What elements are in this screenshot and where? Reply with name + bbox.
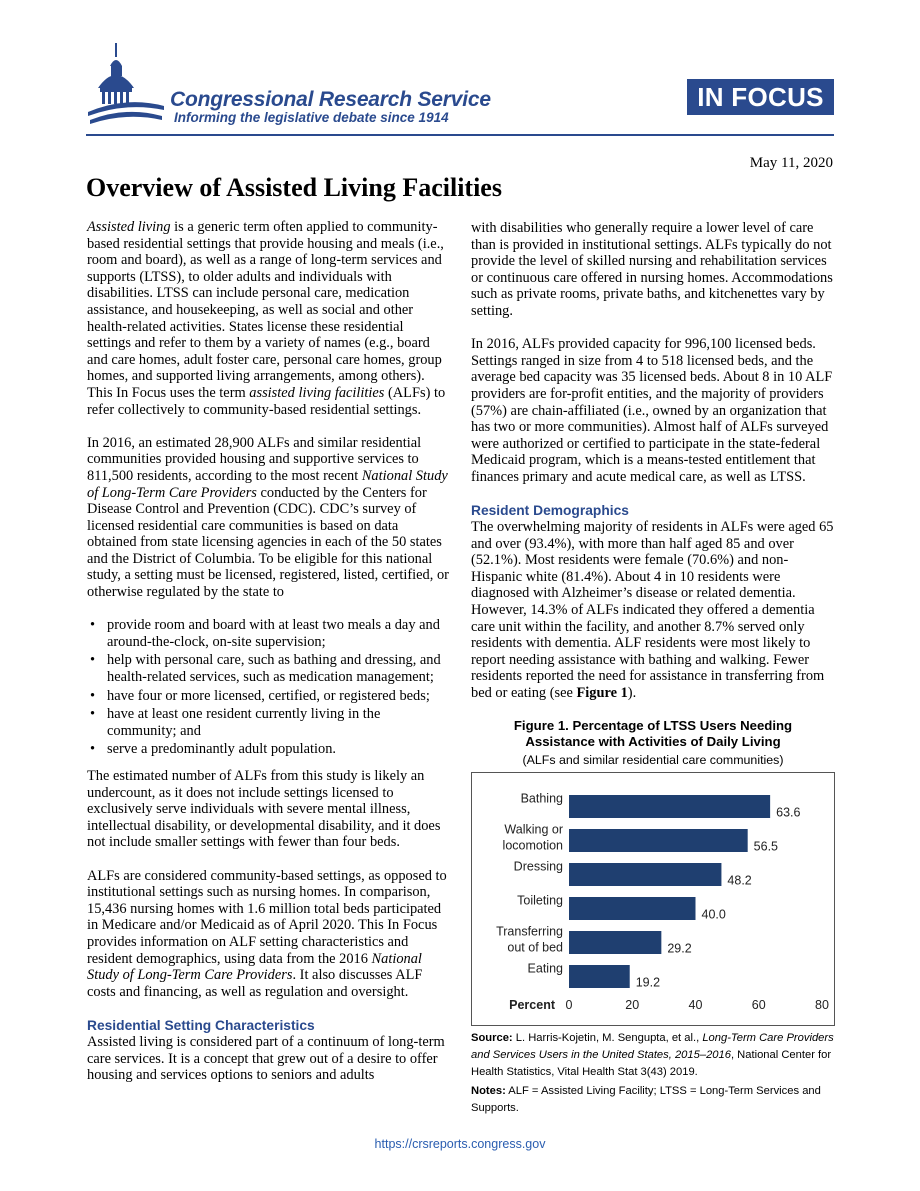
- figure-subtitle: (ALFs and similar residential care communities): [522, 753, 784, 768]
- report-date: May 11, 2020: [749, 155, 833, 171]
- figure-source: Source: L. Harris-Kojetin, M. Sengupta, et al., Long-Term Care Providers and Services Users in the United States, 2015–2016, National Center for Health Statistics, Vital Health Stat 3(43) 2019.: [471, 1032, 834, 1079]
- right-column: [471, 220, 835, 1119]
- figure-title: Figure 1. Percentage of LTSS Users Needing Assistance with Activities of Daily Living: [513, 718, 793, 750]
- list-item: • serve a predominantly adult population.: [87, 741, 451, 758]
- category-label: Bathing: [520, 791, 563, 806]
- intro-paragraph: Assisted living is a generic term often applied to community-based residential settings that provide housing and meals (i.e., room and board), as well as a range of long-term services and supports (LTSS), to older adults and individuals with disabilities. LTSS can include personal care, medication assistance, and housekeeping, as well as social and other health-related activities. States license these residential settings and refer to them by a variety of names (e.g., board and care homes, adult foster care, personal care homes, group homes, and supported living arrangements, among others). This In Focus uses the term assisted living facilities (ALFs) to refer collectively to community-based residential settings.: [87, 219, 446, 418]
- chart-bar: [569, 965, 630, 988]
- continuum-paragraph-cont: with disabilities who generally require a lower level of care than is provided in institutional settings. ALFs typically do not provide the level of skilled nursing and rehabilitation services or continuous care offered in nursing homes. Accommodations such as private rooms, private baths, and kitchenettes vary by setting.: [471, 220, 833, 319]
- figure-notes: [471, 1030, 835, 1117]
- survey-paragraph: In 2016, an estimated 28,900 ALFs and similar residential communities provided housing and supportive services to 811,500 residents, according to the most recent National Study of Long-Term Care Providers conducted by the Centers for Disease Control and Prevention (CDC). CDC’s survey of licensed residential care communities is based on data obtained from state licensing agencies in each of the 50 states and the District of Columbia. To be eligible for this national study, a setting must be licensed, registered, listed, certified, or otherwise regulated by the state to: [87, 434, 449, 601]
- org-name: Congressional Research Service: [170, 88, 491, 111]
- in-focus-badge: IN FOCUS: [687, 79, 834, 115]
- bar-value-label: 29.2: [667, 941, 692, 956]
- comparison-paragraph: ALFs are considered community-based settings, as opposed to institutional settings such as nursing homes. In comparison, 15,436 nursing homes with 1.6 million total beds participated in Medicare and/or Medicaid as of April 2020. This In Focus provides information on ALF setting characteristics and resident demographics, using data from the 2016 National Study of Long-Term Care Providers. It also discusses ALF costs and financing, as well as regulation and oversight.: [87, 867, 447, 1000]
- footer-url: https://crsreports.congress.gov: [374, 1137, 546, 1151]
- x-tick-label: 20: [625, 998, 640, 1013]
- demographics-paragraph: The overwhelming majority of residents in ALFs were aged 65 and over (93.4%), with more than half aged 85 and over (52.1%). Most residents were female (70.6%) and non-Hispanic white (81.4%). About 4 in 10 residents were diagnosed with Alzheimer’s disease or related dementia. However, 14.3% of ALFs indicated they offered a dementia care unit within the facility, and another 8.7% served only residents with dementia. ALF residents were most likely to report needing assistance with bathing and walking. Fewer residents reported the need for assistance in transferring from bed or eating (see Figure 1).: [471, 519, 834, 702]
- x-tick-label: 40: [688, 998, 703, 1013]
- category-label: Walking or: [504, 822, 563, 837]
- x-tick-label: 80: [815, 998, 829, 1013]
- x-axis-label: Percent: [509, 998, 555, 1013]
- chart-bar: [569, 829, 748, 852]
- undercount-paragraph: The estimated number of ALFs from this study is likely an undercount, as it does not include settings licensed to exclusively serve individuals with severe mental illness, intellectual disability, or developmental disability, and it does not include smaller settings with fewer than four beds.: [87, 768, 441, 851]
- list-item: • help with personal care, such as bathing and dressing, and health-related services, such as medication management;: [87, 652, 451, 685]
- org-tagline: Informing the legislative debate since 1914: [174, 110, 449, 125]
- section-heading-residential: Residential Setting Characteristics: [87, 1017, 315, 1033]
- x-tick-label: 60: [751, 998, 766, 1013]
- category-label: out of bed: [507, 940, 563, 955]
- chart-bar: [569, 863, 721, 886]
- header-divider: [86, 134, 834, 136]
- continuum-paragraph: Assisted living is considered part of a continuum of long-term care services. It is a concept that grew out of a desire to offer housing and services options to seniors and adults: [87, 1033, 445, 1084]
- bar-value-label: 63.6: [776, 805, 801, 820]
- list-item: • provide room and board with at least two meals a day and around-the-clock, on-site supervision;: [87, 617, 451, 650]
- x-tick-label: 0: [565, 998, 573, 1013]
- report-header: [86, 40, 834, 140]
- adl-bar-chart: [472, 773, 834, 1025]
- category-label: Transferring: [496, 924, 563, 939]
- chart-bar: [569, 795, 770, 818]
- left-column: [87, 219, 451, 1100]
- bar-value-label: 19.2: [635, 975, 661, 990]
- figure-1: [471, 718, 835, 1117]
- list-item: • have at least one resident currently living in the community; and: [87, 706, 451, 739]
- chart-bar: [569, 931, 661, 954]
- category-label: Dressing: [513, 859, 563, 874]
- capitol-dome-logo: [86, 40, 166, 130]
- figure-notes-text: Notes: ALF = Assisted Living Facility; LTSS = Long-Term Services and Supports.: [471, 1085, 821, 1115]
- bar-value-label: 40.0: [701, 907, 726, 922]
- category-label: Toileting: [517, 893, 563, 908]
- category-label: Eating: [527, 961, 563, 976]
- eligibility-list: [87, 617, 451, 758]
- chart-bar: [569, 897, 696, 920]
- capacity-paragraph: In 2016, ALFs provided capacity for 996,100 licensed beds. Settings ranged in size from 4 to 518 licensed beds, and the average bed capacity was 35 licensed beds. About 8 in 10 ALF providers are for-profit entities, and the majority of providers (57%) are chain-affiliated (i.e., owned by an organization that has two or more communities). Almost half of ALFs surveyed were authorized or certified to participate in the state-federal Medicaid program, which is a means-tested entitlement that finances primary and acute medical care, as well as LTSS.: [471, 336, 833, 485]
- bar-value-label: 56.5: [753, 839, 779, 854]
- list-item: • have four or more licensed, certified, or registered beds;: [87, 688, 451, 705]
- page-title: Overview of Assisted Living Facilities: [86, 173, 502, 202]
- section-heading-demographics: Resident Demographics: [471, 503, 629, 519]
- bar-value-label: 48.2: [727, 873, 752, 888]
- category-label: locomotion: [502, 838, 563, 853]
- bar-chart-frame: [471, 772, 835, 1026]
